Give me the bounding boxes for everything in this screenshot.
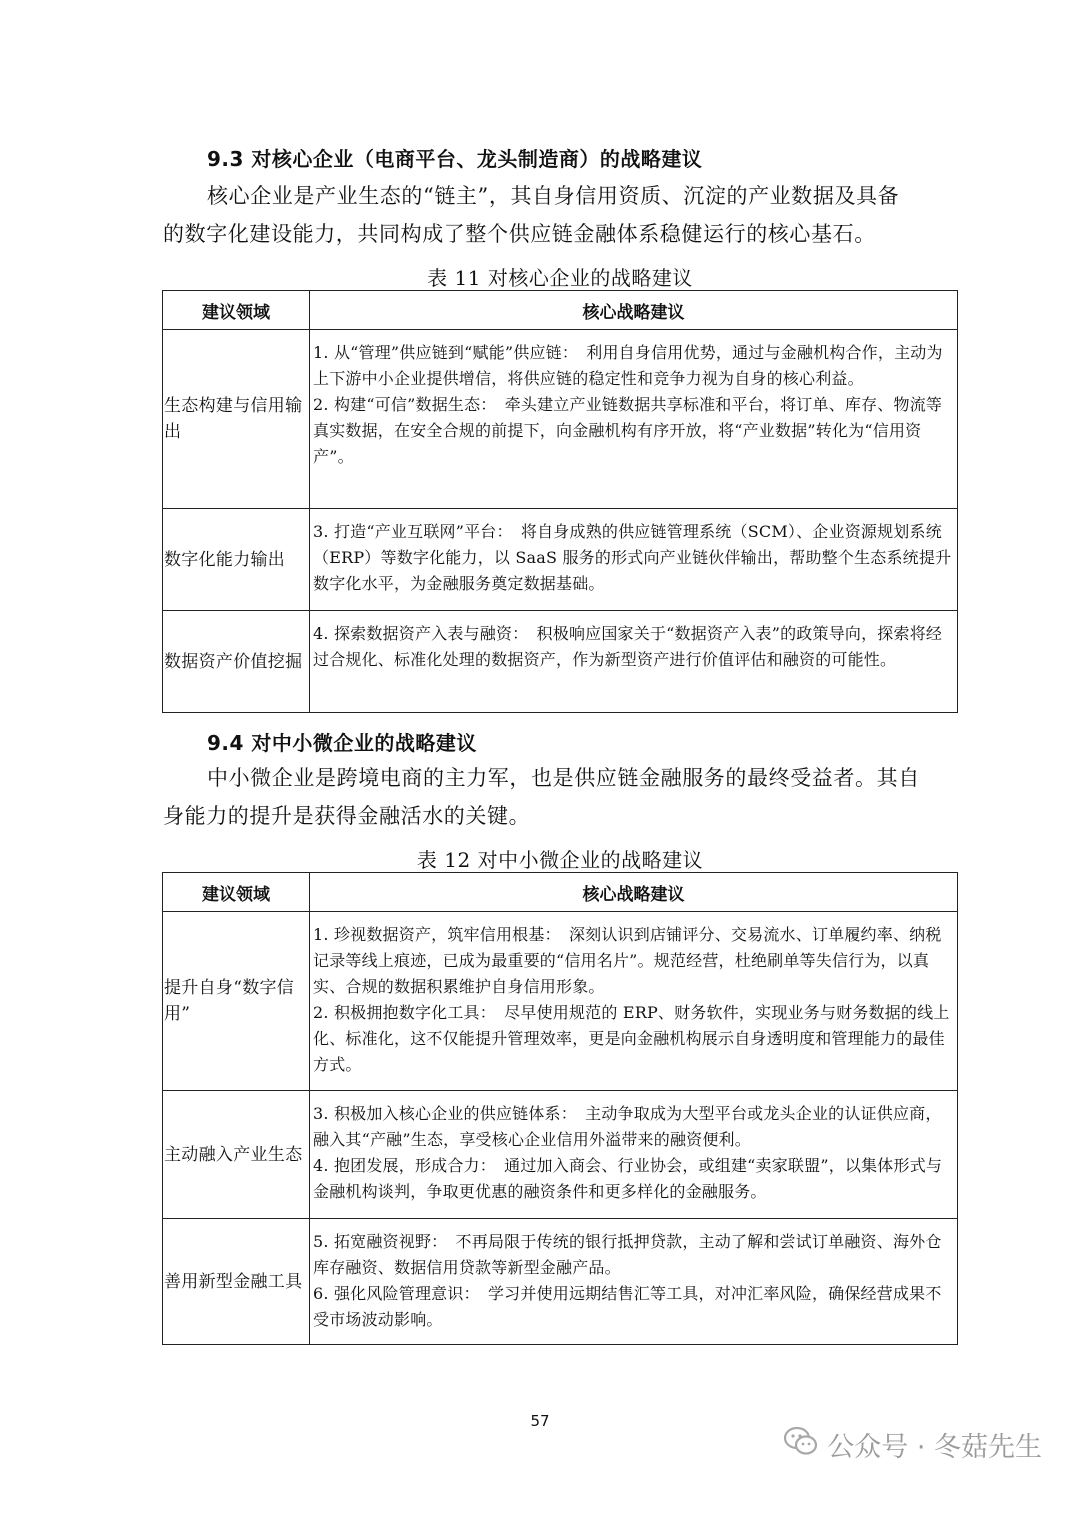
table-12: [162, 872, 958, 1345]
table-11-area-ecosystem: 生态构建与信用输出: [163, 330, 310, 509]
section-9-3-paragraph-line1: 核心企业是产业生态的“链主”，其自身信用资质、沉淀的产业数据及具备: [207, 184, 900, 208]
suggestion-item: 1. 从“管理”供应链到“赋能”供应链： 利用自身信用优势，通过与金融机构合作，主动为上下游中小企业提供增信，将供应链的稳定性和竞争力视为自身的核心利益。: [313, 343, 943, 388]
table-row: [163, 912, 958, 1091]
table-row: [163, 330, 958, 509]
watermark-text: 公众号 · 冬菇先生: [827, 1432, 1042, 1463]
table-11-caption: 表 11 对核心企业的战略建议: [427, 266, 693, 290]
suggestion-item: 3. 积极加入核心企业的供应链体系： 主动争取成为大型平台或龙头企业的认证供应商，融入其“产融”生态，享受核心企业信用外溢带来的融资便利。: [313, 1104, 942, 1149]
table-row: [163, 1091, 958, 1219]
table-row: [163, 1219, 958, 1345]
suggestion-item: 2. 积极拥抱数字化工具： 尽早使用规范的 ERP、财务软件，实现业务与财务数据的线上化、标准化，这不仅能提升管理效率，更是向金融机构展示自身透明度和管理能力的最佳方式。: [313, 1003, 950, 1074]
table-12-suggestion-digital-credit: [310, 912, 958, 1091]
suggestion-item: 5. 拓宽融资视野： 不再局限于传统的银行抵押贷款，主动了解和尝试订单融资、海外仓库存融资、数据信用贷款等新型金融产品。: [313, 1232, 942, 1277]
section-9-3-heading: 9.3 对核心企业（电商平台、龙头制造商）的战略建议: [207, 147, 703, 171]
suggestion-item: 6. 强化风险管理意识： 学习并使用远期结售汇等工具，对冲汇率风险，确保经营成果不受市场波动影响。: [313, 1284, 942, 1329]
table-11-suggestion-ecosystem: [310, 330, 958, 509]
suggestion-item: 3. 打造“产业互联网”平台： 将自身成熟的供应链管理系统（SCM）、企业资源规划系统（ERP）等数字化能力，以 SaaS 服务的形式向产业链伙伴输出，帮助整个生态系统提升数字化水平，为金融服务奠定数据基础。: [313, 522, 952, 593]
table-row: [163, 611, 958, 713]
watermark: [783, 1425, 1042, 1464]
table-11-area-data-asset: 数据资产价值挖掘: [163, 611, 310, 713]
suggestion-item: 4. 探索数据资产入表与融资： 积极响应国家关于“数据资产入表”的政策导向，探索将经过合规化、标准化处理的数据资产，作为新型资产进行价值评估和融资的可能性。: [313, 624, 943, 669]
table-12-header-suggestion: 核心战略建议: [310, 873, 958, 912]
wechat-icon: [783, 1425, 819, 1464]
table-11-suggestion-digital: [310, 509, 958, 611]
table-row: [163, 509, 958, 611]
table-11-header-area: 建议领域: [163, 291, 310, 330]
section-9-4-paragraph-line2: 身能力的提升是获得金融活水的关键。: [163, 804, 531, 828]
table-12-caption: 表 12 对中小微企业的战略建议: [416, 848, 704, 872]
page-number: 57: [530, 1412, 550, 1430]
suggestion-item: 1. 珍视数据资产，筑牢信用根基： 深刻认识到店铺评分、交易流水、订单履约率、纳税记录等线上痕迹，已成为最重要的“信用名片”。规范经营，杜绝刷单等失信行为，以真实、合规的数据积累维护自身信用形象。: [313, 925, 942, 996]
section-9-3-paragraph-line2: 的数字化建设能力，共同构成了整个供应链金融体系稳健运行的核心基石。: [163, 222, 876, 246]
table-12-area-digital-credit: 提升自身“数字信用”: [163, 912, 310, 1091]
table-11: [162, 290, 958, 713]
table-12-header-area: 建议领域: [163, 873, 310, 912]
table-11-area-digital: 数字化能力输出: [163, 509, 310, 611]
section-9-4-paragraph-line1: 中小微企业是跨境电商的主力军，也是供应链金融服务的最终受益者。其自: [207, 766, 920, 790]
table-12-suggestion-financial-tools: [310, 1219, 958, 1345]
section-9-4-heading: 9.4 对中小微企业的战略建议: [207, 731, 477, 755]
table-12-suggestion-ecosystem: [310, 1091, 958, 1219]
table-11-header-row: [163, 291, 958, 330]
table-12-header-row: [163, 873, 958, 912]
table-11-suggestion-data-asset: [310, 611, 958, 713]
table-12-area-ecosystem: 主动融入产业生态: [163, 1091, 310, 1219]
suggestion-item: 4. 抱团发展，形成合力： 通过加入商会、行业协会，或组建“卖家联盟”，以集体形式与金融机构谈判，争取更优惠的融资条件和更多样化的金融服务。: [313, 1156, 943, 1201]
table-11-header-suggestion: 核心战略建议: [310, 291, 958, 330]
suggestion-item: 2. 构建“可信”数据生态： 牵头建立产业链数据共享标准和平台，将订单、库存、物流等真实数据，在安全合规的前提下，向金融机构有序开放，将“产业数据”转化为“信用资产”。: [313, 395, 943, 466]
table-12-area-financial-tools: 善用新型金融工具: [163, 1219, 310, 1345]
